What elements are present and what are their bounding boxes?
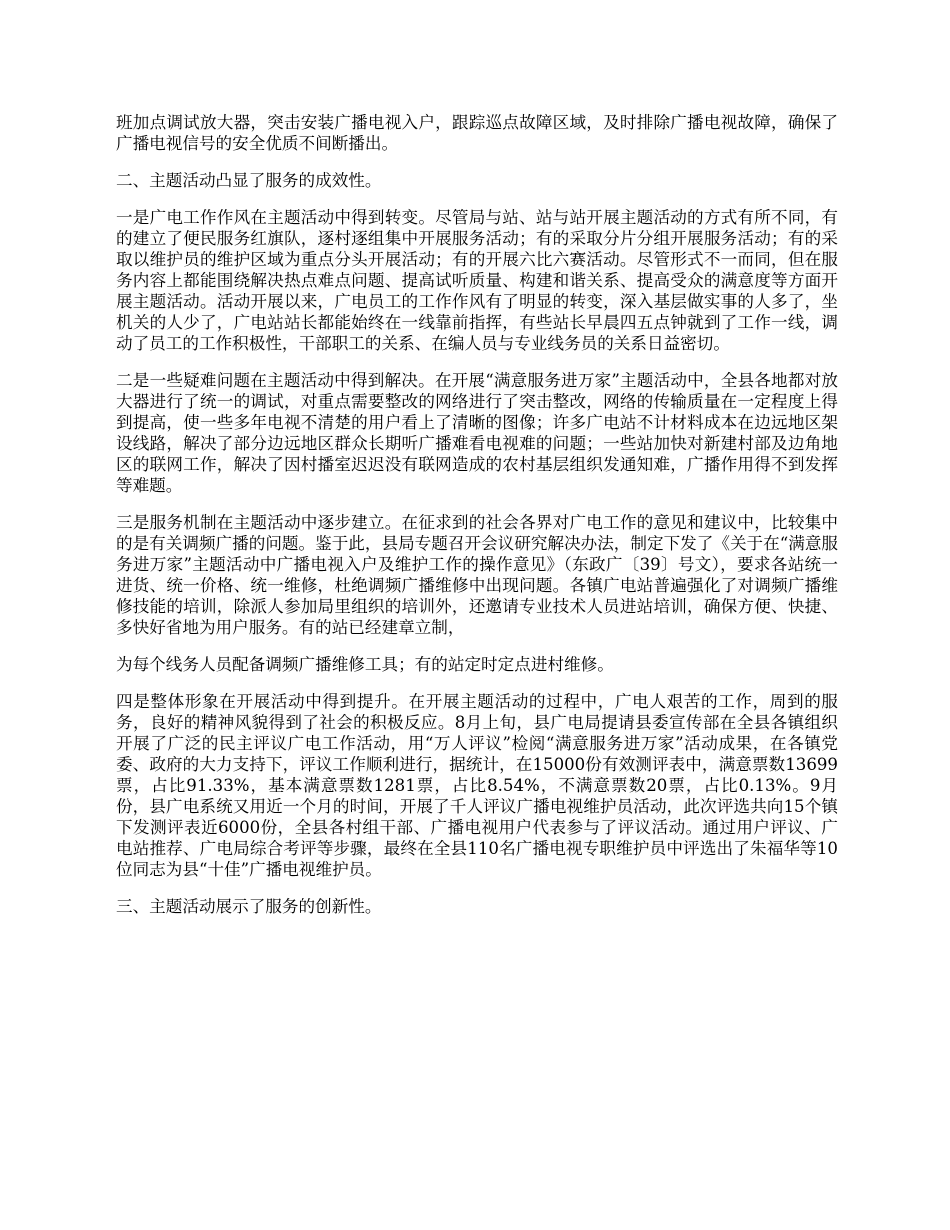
section-heading-3: 三、主题活动展示了服务的创新性。 — [116, 897, 382, 916]
paragraph-problems-solved: 二是一些疑难问题在主题活动中得到解决。在开展“满意服务进万家”主题活动中，全县各地都对放大器进行了统一的调试，对重点需要整改的网络进行了突击整改，网络的传输质量在一定程度上得到提高，使一些多年电视不清楚的用户看上了清晰的图像；许多广电站不计材料成本在边远地区架设线路，解决了部分边远地区群众长期听广播难看电视难的问题；一些站加快对新建村部及边角地区的联网工作，解决了因村播室迟迟没有联网造成的农村基层组织发通知难，广播作用得不到发挥等难题。 — [116, 371, 838, 495]
paragraph-overall-image: 四是整体形象在开展活动中得到提升。在开展主题活动的过程中，广电人艰苦的工作，周到的服务，良好的精神风貌得到了社会的积极反应。8月上旬，县广电局提请县委宣传部在全县各镇组织开展了广泛的民主评议广电工作活动，用“万人评议”检阅“满意服务进万家”活动成果，在各镇党委、政府的大力支持下，评议工作顺利进行，据统计，在15000份有效测评表中，满意票数13699票，占比91.33%，基本满意票数1281票，占比8.54%，不满意票数20票，占比0.13%。9月份，县广电系统又用近一个月的时间，开展了千人评议广播电视维护员活动，此次评选共向15个镇下发测评表近6000份，全县各村组干部、广播电视用户代表参与了评议活动。通过用户评议、广电站推荐、广电局综合考评等步骤，最终在全县110名广播电视专职维护员中评选出了朱福华等10位同志为县“十佳”广播电视维护员。 — [116, 692, 838, 879]
paragraph-service-mechanism: 三是服务机制在主题活动中逐步建立。在征求到的社会各界对广电工作的意见和建议中，比较集中的是有关调频广播的问题。鉴于此，县局专题召开会议研究解决办法，制定下发了《关于在“满意服务进万家”主题活动中广播电视入户及维护工作的操作意见》（东政广〔39〕号文），要求各站统一进货、统一价格、统一维修，杜绝调频广播维修中出现问题。各镇广电站普遍强化了对调频广播维修技能的培训，除派人参加局里组织的培训外，还邀请专业技术人员进站培训，确保方便、快捷、多快好省地为用户服务。有的站已经建章立制， — [116, 513, 839, 637]
paragraph-repair-tools: 为每个线务人员配备调频广播维修工具；有的站定时定点进村维修。 — [116, 655, 614, 674]
paragraph-work-style: 一是广电工作作风在主题活动中得到转变。尽管局与站、站与站开展主题活动的方式有所不同，有的建立了便民服务红旗队，逐村逐组集中开展服务活动；有的采取分片分组开展服务活动；有的采取以维护员的维护区域为重点分头开展活动；有的开展六比六赛活动。尽管形式不一而同，但在服务内容上都能围绕解决热点难点问题、提高试听质量、构建和谐关系、提高受众的满意度等方面开展主题活动。活动开展以来，广电员工的工作作风有了明显的转变，深入基层做实事的人多了，坐机关的人少了，广电站站长都能始终在一线靠前指挥，有些站长早晨四五点钟就到了工作一线，调动了员工的工作积极性，干部职工的关系、在编人员与专业线务员的关系日益密切。 — [116, 208, 838, 353]
section-heading-2: 二、主题活动凸显了服务的成效性。 — [116, 171, 382, 190]
paragraph-continuation: 班加点调试放大器，突击安装广播电视入户，跟踪巡点故障区域，及时排除广播电视故障，确保了广播电视信号的安全优质不间断播出。 — [116, 113, 838, 153]
document-body — [116, 112, 838, 933]
